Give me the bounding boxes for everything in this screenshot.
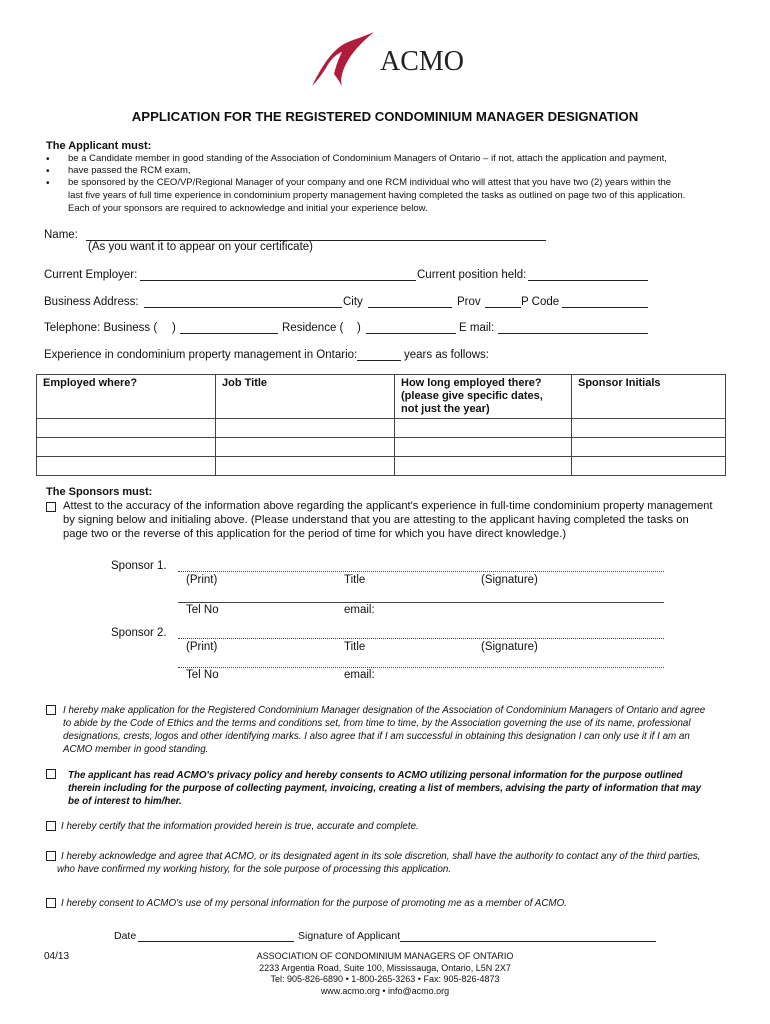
declaration-2 xyxy=(68,769,701,808)
footer xyxy=(185,951,585,997)
name-note: (As you want it to appear on your certificate) xyxy=(88,241,313,253)
footer-website-link[interactable]: www.acmo.org xyxy=(320,985,380,996)
employer-field[interactable] xyxy=(140,268,416,281)
table-row xyxy=(37,457,726,476)
position-field[interactable] xyxy=(528,268,648,281)
table-cell[interactable] xyxy=(395,438,572,457)
applicant-bullet-3-cont1: last five years of full time experience in condominium property management having completed the tasks as outlined on page two of this application. xyxy=(68,190,686,201)
header-employed-where: Employed where? xyxy=(37,375,216,419)
table-cell[interactable] xyxy=(572,457,726,476)
residence-label: Residence ( xyxy=(282,322,344,334)
footer-org: ASSOCIATION OF CONDOMINIUM MANAGERS OF ONTARIO xyxy=(256,951,514,961)
position-label: Current position held: xyxy=(417,269,527,281)
acmo-logo xyxy=(300,30,470,90)
applicant-bullet-3: be sponsored by the CEO/VP/Regional Manager of your company and one RCM individual who will attest that you have two (2) years within the xyxy=(68,177,672,188)
bullet-icon: • xyxy=(345,974,352,984)
sponsor-1-email: email: xyxy=(344,604,375,616)
employment-table xyxy=(36,374,726,476)
name-field[interactable] xyxy=(86,228,546,241)
footer-phones xyxy=(185,974,585,986)
sponsor-2-email: email: xyxy=(344,669,375,681)
bullet-icon: • xyxy=(46,154,50,165)
sponsor-1-signature: (Signature) xyxy=(481,574,538,586)
sponsor-2-print: (Print) xyxy=(186,641,218,653)
bullet-icon: • xyxy=(382,985,389,996)
sponsor-1-contact-line[interactable] xyxy=(178,602,664,603)
employer-label: Current Employer: xyxy=(44,269,138,281)
footer-tel: Tel: 905-826-6890 xyxy=(270,974,344,984)
sponsor-2-title: Title xyxy=(344,641,366,653)
table-row xyxy=(37,438,726,457)
sponsor-1-title: Title xyxy=(344,574,366,586)
tel-close: ) xyxy=(172,322,176,334)
sponsor-1-print: (Print) xyxy=(186,574,218,586)
acmo-swoosh-icon xyxy=(300,30,380,90)
declaration-4-line-1: I hereby acknowledge and agree that ACMO, or its designated agent in its sole discretion, shall have the authority to contact any of the third parties, xyxy=(61,851,701,862)
declaration-1-line-1: I hereby make application for the Registered Condominium Manager designation of the Association of Condominium Managers of Ontario and agree xyxy=(63,705,706,716)
header-how-long-line2: (please give specific dates, xyxy=(401,390,543,402)
signature-field[interactable] xyxy=(400,929,656,942)
footer-email-link[interactable]: info@acmo.org xyxy=(388,985,450,996)
table-cell[interactable] xyxy=(216,438,395,457)
experience-label: Experience in condominium property management in Ontario: xyxy=(44,349,358,361)
attest-checkbox[interactable] xyxy=(46,502,56,512)
address-label: Business Address: xyxy=(44,296,139,308)
tel-label: Telephone: Business ( xyxy=(44,322,158,334)
table-cell[interactable] xyxy=(572,419,726,438)
declaration-4 xyxy=(57,850,701,876)
page-title: APPLICATION FOR THE REGISTERED CONDOMINIUM MANAGER DESIGNATION xyxy=(131,109,639,124)
sponsor-1-label: Sponsor 1. xyxy=(111,560,167,572)
sponsor-2-signature: (Signature) xyxy=(481,641,538,653)
table-cell[interactable] xyxy=(37,419,216,438)
declaration-3-checkbox[interactable] xyxy=(46,821,56,831)
table-cell[interactable] xyxy=(216,419,395,438)
applicant-heading: The Applicant must: xyxy=(46,140,152,152)
prov-field[interactable] xyxy=(485,295,521,308)
signature-label: Signature of Applicant xyxy=(298,930,401,942)
date-label: Date xyxy=(114,930,137,942)
attest-line-3: page two or the reverse of this application for the period of time for which you have direct knowledge.) xyxy=(63,528,567,540)
declaration-1-line-3: designations, crests, logos and other identifying marks. I also agree that if I am successful in obtaining this designation I can only use it if I am an xyxy=(63,731,690,742)
logo-text: ACMO xyxy=(380,46,465,77)
date-field[interactable] xyxy=(138,929,294,942)
sponsor-2-telno: Tel No xyxy=(186,669,219,681)
attest-text xyxy=(63,499,727,541)
applicant-bullet-2: have passed the RCM exam, xyxy=(68,165,191,176)
header-how-long xyxy=(395,375,572,419)
table-cell[interactable] xyxy=(572,438,726,457)
header-how-long-line3: not just the year) xyxy=(401,403,490,415)
footer-fax: Fax: 905-826-4873 xyxy=(423,974,500,984)
footer-address: 2233 Argentia Road, Suite 100, Mississauga, Ontario, L5N 2X7 xyxy=(259,962,511,973)
declaration-4-checkbox[interactable] xyxy=(46,851,56,861)
declaration-2-checkbox[interactable] xyxy=(46,769,56,779)
table-cell[interactable] xyxy=(37,438,216,457)
form-code: 04/13 xyxy=(44,951,70,962)
header-job-title: Job Title xyxy=(216,375,395,419)
declaration-4-line-2: who have confirmed my working history, for the sole purpose of processing this application. xyxy=(57,864,452,875)
prov-label: Prov xyxy=(457,296,481,308)
header-sponsor-initials: Sponsor Initials xyxy=(572,375,726,419)
email-label: E mail: xyxy=(459,322,495,334)
table-cell[interactable] xyxy=(395,419,572,438)
business-phone-field[interactable] xyxy=(180,321,278,334)
declaration-1 xyxy=(63,704,705,756)
declaration-2-line-2: therein including for the purpose of collecting payment, invoicing, creating a list of members, advising the party of information that may xyxy=(68,783,702,794)
footer-tollfree: 1-800-265-3263 xyxy=(351,974,416,984)
declaration-1-checkbox[interactable] xyxy=(46,705,56,715)
sponsor-1-line[interactable] xyxy=(178,571,664,572)
experience-years-field[interactable] xyxy=(357,348,401,361)
declaration-1-line-4: ACMO member in good standing. xyxy=(63,744,209,755)
email-field[interactable] xyxy=(498,321,648,334)
declaration-2-line-1: The applicant has read ACMO's privacy policy and hereby consents to ACMO utilizing personal information for the purpose outlined xyxy=(68,770,683,781)
city-field[interactable] xyxy=(368,295,452,308)
bullet-icon: • xyxy=(417,974,424,984)
attest-line-2: by signing below and initialing above. (Please understand that you are attesting to the applicant having completed the tasks on xyxy=(63,514,689,526)
sponsor-2-contact-line[interactable] xyxy=(178,667,664,668)
sponsor-2-label: Sponsor 2. xyxy=(111,627,167,639)
years-label: years as follows: xyxy=(404,349,490,361)
sponsor-1-telno: Tel No xyxy=(186,604,219,616)
table-header-row xyxy=(37,375,726,419)
applicant-bullet-3-cont2: Each of your sponsors are required to acknowledge and initial your experience below. xyxy=(68,203,428,214)
declaration-3: I hereby certify that the information provided herein is true, accurate and complete. xyxy=(61,821,419,832)
table-row xyxy=(37,419,726,438)
declaration-5: I hereby consent to ACMO's use of my personal information for the purpose of promoting me as a member of ACMO. xyxy=(61,898,567,909)
pcode-label: P Code xyxy=(521,296,560,308)
table-cell[interactable] xyxy=(216,457,395,476)
sponsor-2-line[interactable] xyxy=(178,638,664,639)
applicant-bullet-1: be a Candidate member in good standing of the Association of Condominium Managers of Ontario – if not, attach the application and payment, xyxy=(68,153,667,164)
table-cell[interactable] xyxy=(37,457,216,476)
footer-web xyxy=(185,986,585,998)
pcode-field[interactable] xyxy=(562,295,648,308)
sponsors-heading: The Sponsors must: xyxy=(46,486,153,498)
header-how-long-line1: How long employed there? xyxy=(401,377,542,389)
address-field[interactable] xyxy=(144,295,342,308)
attest-line-1: Attest to the accuracy of the information above regarding the applicant's experience in full-time condominium property management xyxy=(63,500,713,512)
name-label: Name: xyxy=(44,229,78,241)
declaration-5-checkbox[interactable] xyxy=(46,898,56,908)
declaration-1-line-2: to abide by the Code of Ethics and the terms and conditions set, from time to time, by the Association governing the use of its name, professional xyxy=(63,718,691,729)
table-cell[interactable] xyxy=(395,457,572,476)
bullet-icon: • xyxy=(46,178,50,189)
city-label: City xyxy=(343,296,363,308)
bullet-icon: • xyxy=(46,166,50,177)
residence-phone-field[interactable] xyxy=(366,321,456,334)
declaration-2-line-3: be of interest to him/her. xyxy=(68,796,182,807)
residence-close: ) xyxy=(357,322,361,334)
